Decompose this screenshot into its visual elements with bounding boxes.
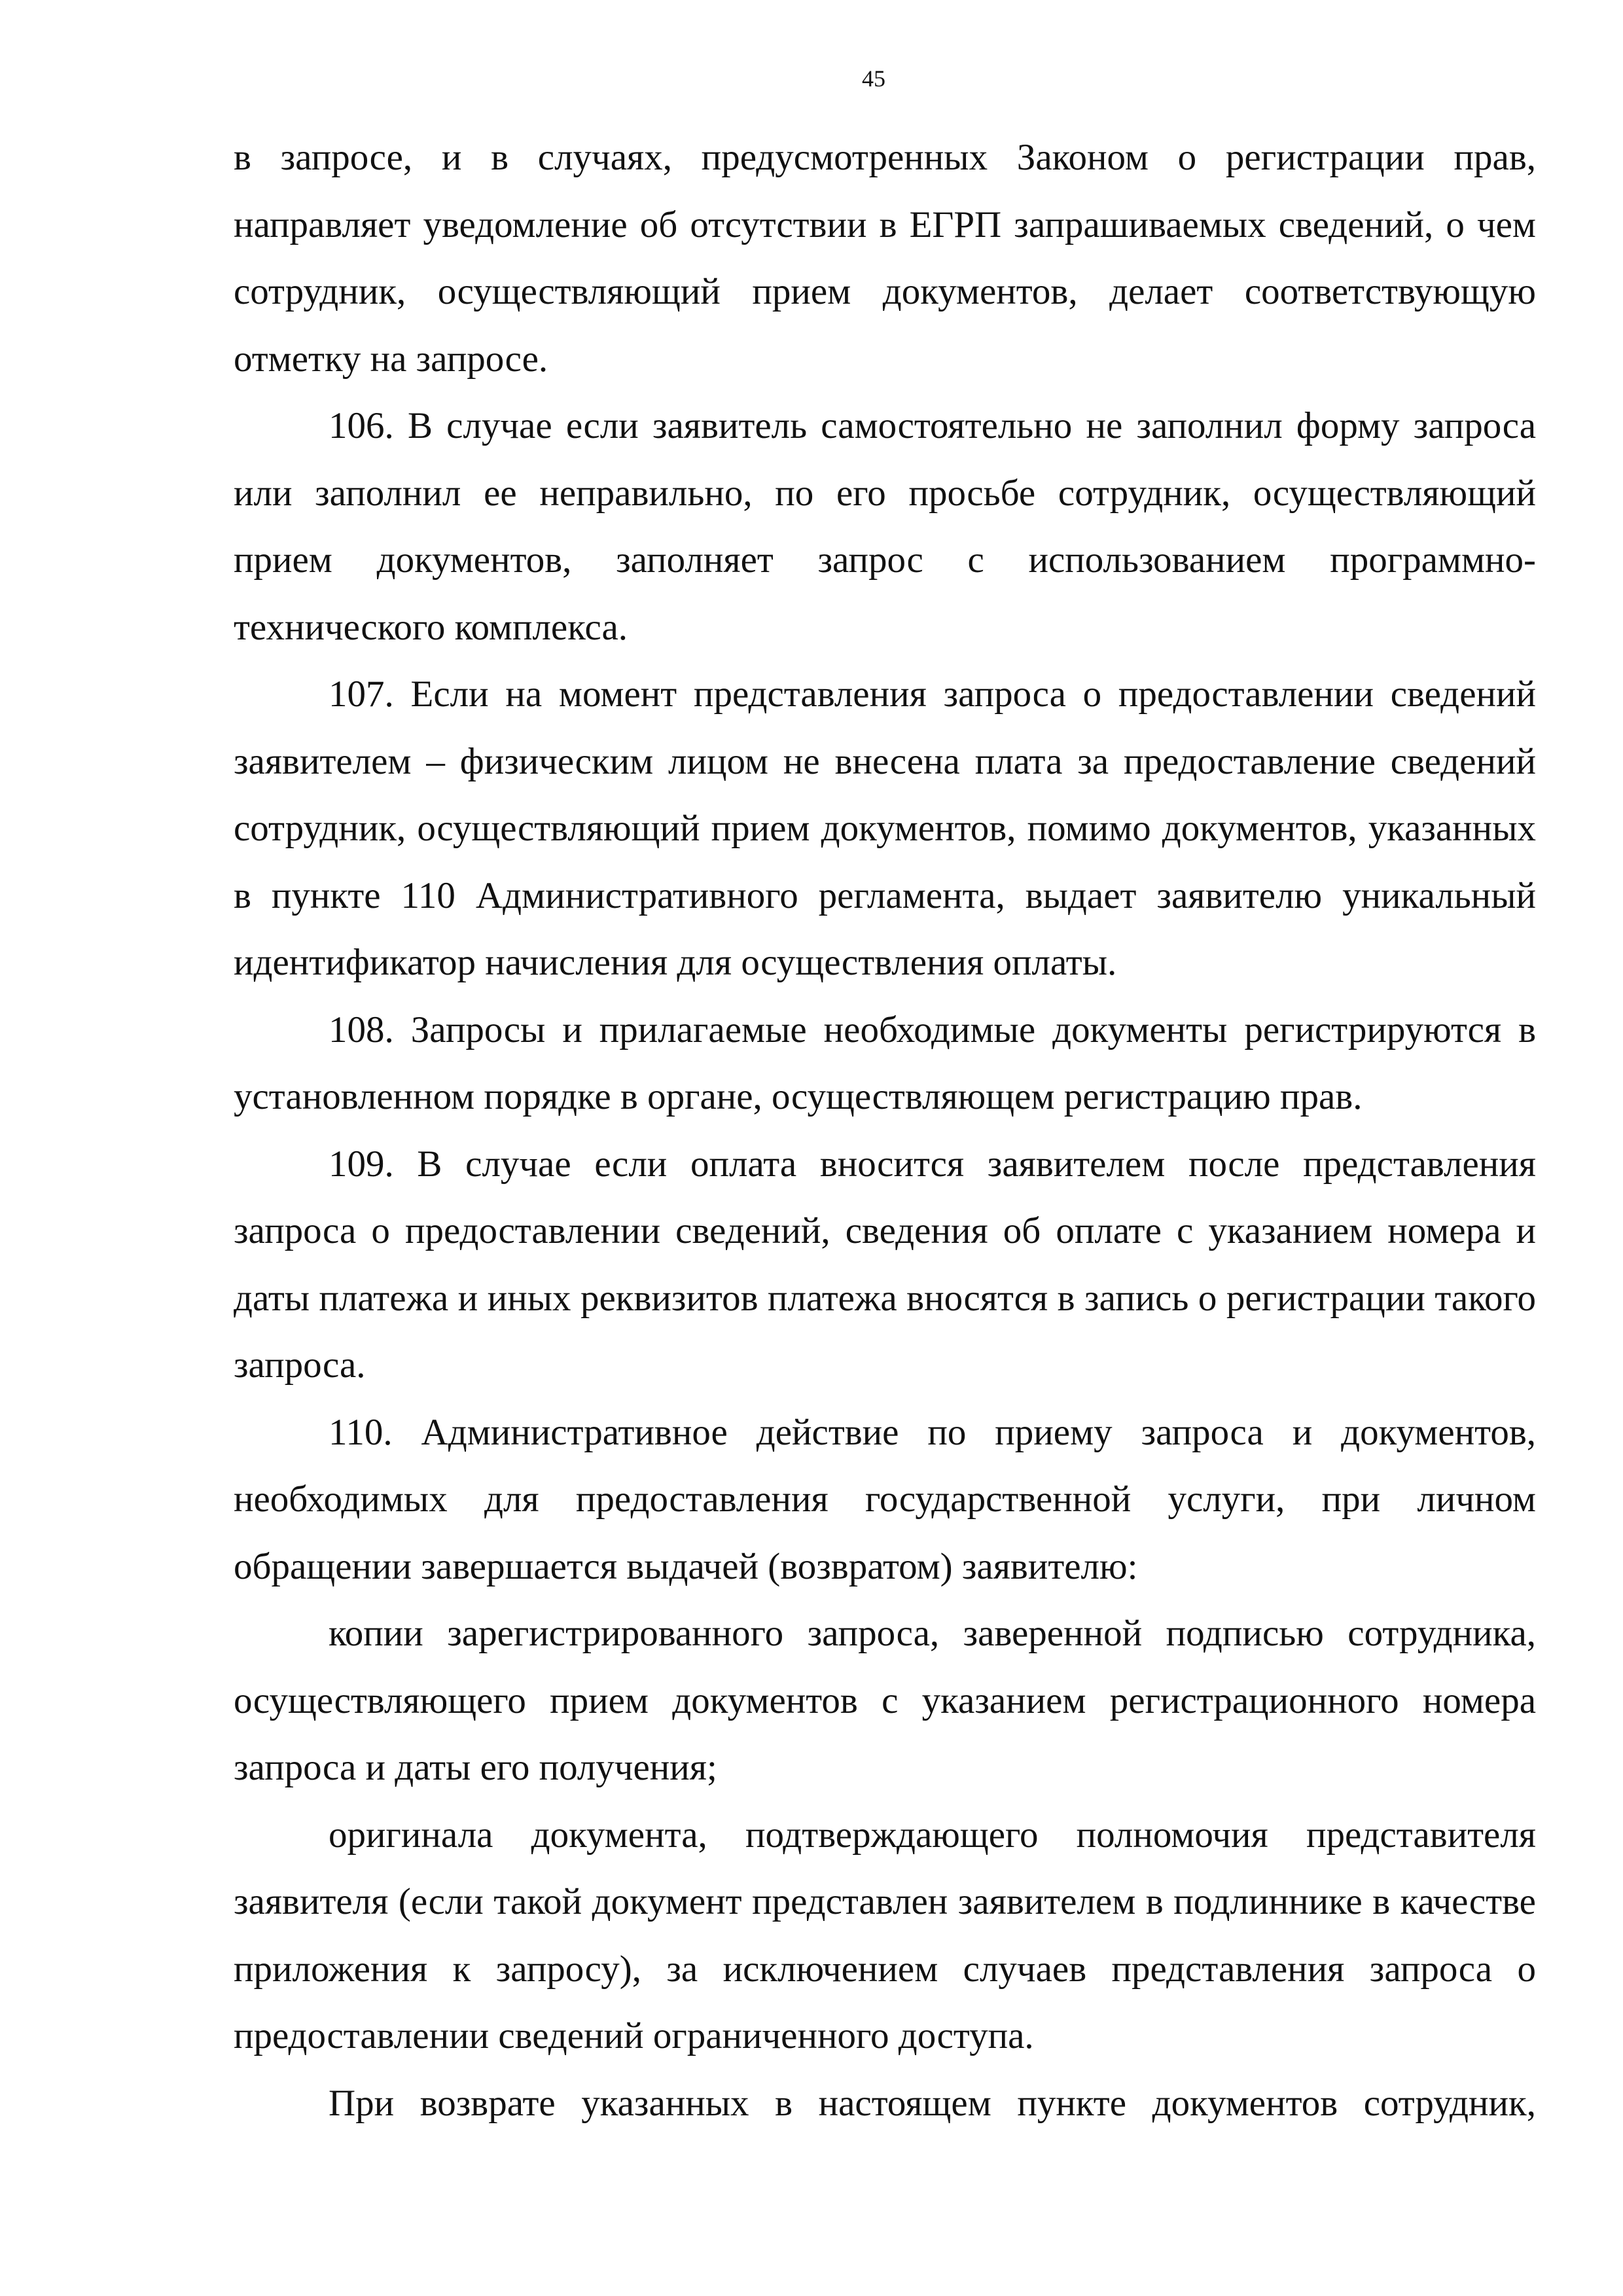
paragraph-110-return: При возврате указанных в настоящем пункте документов сотрудник, [329, 2082, 1536, 2124]
paragraph-108: 108. Запросы и прилагаемые необходимые документы регистрируются в установленном порядке в органе, осуществляющем регистрацию прав. [234, 1009, 1536, 1117]
paragraph-110-copies: копии зарегистрированного запроса, заверенной подписью сотрудника, осуществляющего прием документов с указанием регистрационного номера запроса и даты его получения; [234, 1613, 1536, 1788]
paragraph-continuation: в запросе, и в случаях, предусмотренных Законом о регистрации прав, направляет уведомление об отсутствии в ЕГРП запрашиваемых сведений, о чем сотрудник, осуществляющий прием документов, делает соответствующую отметку на запросе. [234, 137, 1536, 380]
paragraph-110-originals: оригинала документа, подтверждающего полномочия представителя заявителя (если такой документ представлен заявителем в подлиннике в качестве приложения к запросу), за исключением случаев представления запроса о предоставлении сведений ограниченного доступа. [234, 1814, 1536, 2056]
paragraph-106: 106. В случае если заявитель самостоятельно не заполнил форму запроса или заполнил ее неправильно, по его просьбе сотрудник, осуществляющий прием документов, заполняет запрос с использованием программно-технического комплекса. [234, 405, 1536, 648]
page-number: 45 [862, 65, 885, 92]
paragraph-107: 107. Если на момент представления запроса о предоставлении сведений заявителем – физическим лицом не внесена плата за предоставление сведений сотрудник, осуществляющий прием документов, помимо документов, указанных в пункте 110 Административного регламента, выдает заявителю уникальный идентификатор начисления для осуществления оплаты. [234, 673, 1536, 983]
paragraph-109: 109. В случае если оплата вносится заявителем после представления запроса о предоставлении сведений, сведения об оплате с указанием номера и даты платежа и иных реквизитов платежа вносятся в запись о регистрации такого запроса. [234, 1143, 1536, 1386]
paragraph-110: 110. Административное действие по приему запроса и документов, необходимых для предоставления государственной услуги, при личном обращении завершается выдачей (возвратом) заявителю: [234, 1411, 1536, 1587]
document-body [234, 124, 1536, 2137]
